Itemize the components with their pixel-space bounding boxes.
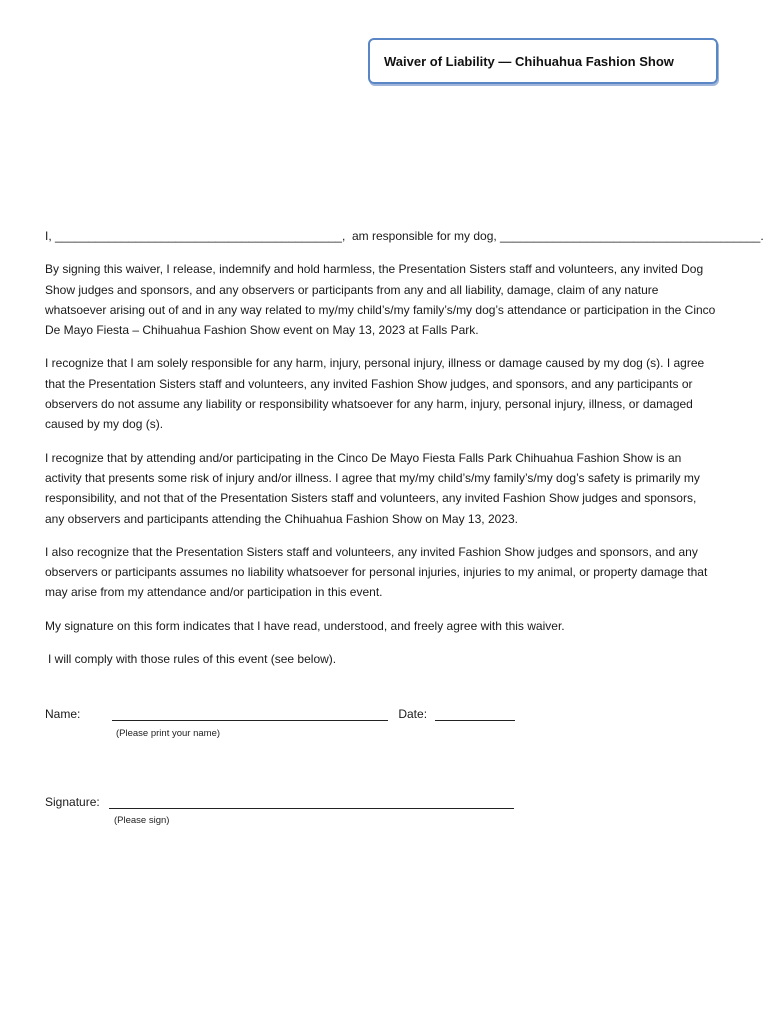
signature-label: Signature: bbox=[45, 795, 100, 809]
signature-field[interactable] bbox=[109, 794, 514, 809]
name-label: Name: bbox=[45, 707, 81, 721]
paragraph-responsibility: I recognize that I am solely responsible for any harm, injury, personal injury, illness or damage caused by my dog (s). I agree that the Presentation Sisters staff and volunteers, any invited Fashion Show judges, and sponsors, and any participants or observers do not assume any liability or responsibility whatsoever for any harm, injury, personal injury, illness, or damaged caused by my dog (s). bbox=[45, 356, 705, 432]
paragraph-release: By signing this waiver, I release, indemnify and hold harmless, the Presentation Sisters staff and volunteers, any invited Dog Show judges and sponsors, and any observers or participants from any and all liability, damage, claim of any nature whatsoever arising out of and in any way related to my/my child’s/my family’s/my dog’s attendance or participation in the Cinco De Mayo Fiesta – Chihuahua Fashion Show event on May 13, 2023 at Falls Park. bbox=[45, 262, 716, 338]
paragraph-signature-agreement: My signature on this form indicates that I have read, understood, and freely agree with this waiver. bbox=[45, 618, 565, 633]
signature-hint: (Please sign) bbox=[114, 815, 170, 826]
waiver-title: Waiver of Liability — Chihuahua Fashion Show bbox=[384, 53, 674, 69]
name-hint: (Please print your name) bbox=[116, 728, 221, 739]
date-field[interactable] bbox=[435, 706, 515, 721]
waiver-body bbox=[45, 226, 764, 682]
name-date-row bbox=[45, 706, 515, 721]
date-label: Date: bbox=[398, 707, 428, 721]
name-field[interactable] bbox=[112, 706, 388, 721]
intro-line: I, ___________________________________________, am responsible for my dog, _______________________________________. bbox=[45, 229, 764, 243]
paragraph-no-liability: I also recognize that the Presentation Sisters staff and volunteers, any invited Fashion Show judges and sponsors, and any observers or participants assumes no liability whatsoever for personal injuries, injuries to my animal, or property damage that may arise from my attendance and/or participation in this event. bbox=[45, 544, 708, 600]
paragraph-comply: I will comply with those rules of this event (see below). bbox=[48, 652, 337, 667]
waiver-title-box bbox=[368, 38, 718, 84]
signature-row bbox=[45, 794, 514, 809]
paragraph-risk: I recognize that by attending and/or participating in the Cinco De Mayo Fiesta Falls Park Chihuahua Fashion Show is an activity that presents some risk of injury and/or illness. I agree that my/my child’s/my family’s/my dog’s safety is primarily my responsibility, and not that of the Presentation Sisters staff and volunteers, any invited Fashion Show judges and sponsors, any observers and participants attending the Chihuahua Fashion Show on May 13, 2023. bbox=[45, 450, 700, 526]
